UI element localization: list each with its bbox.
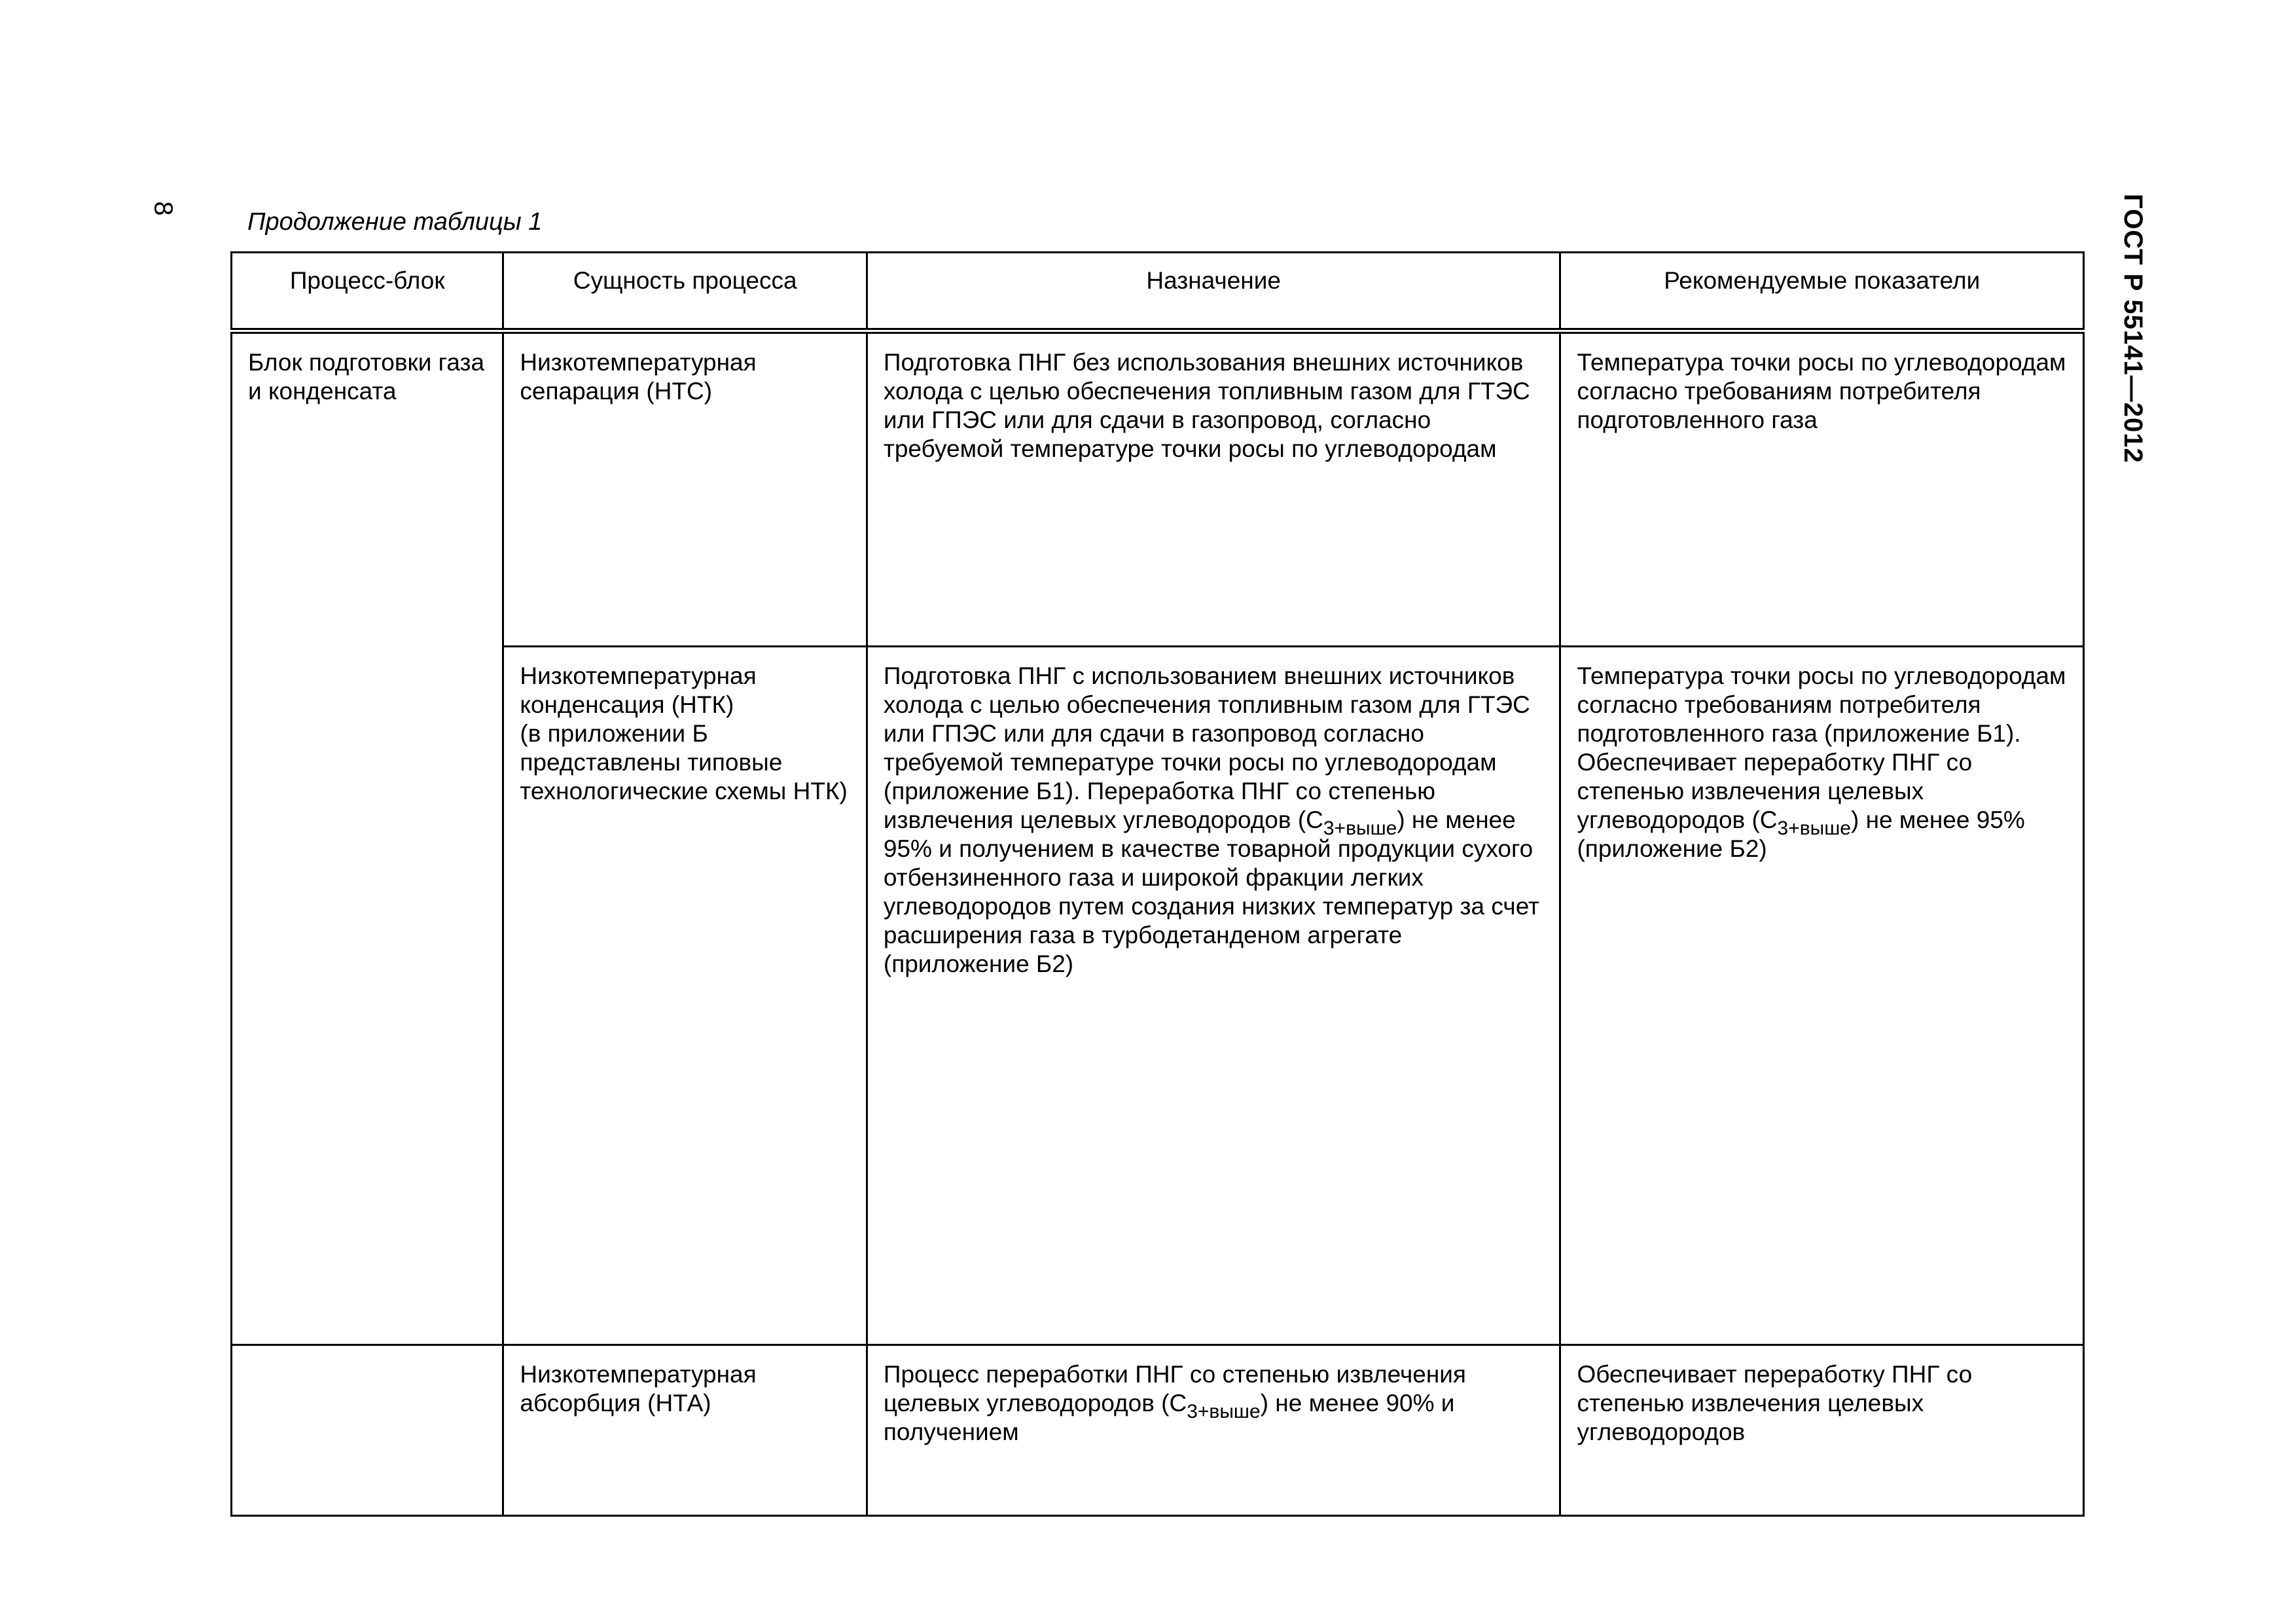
table-header-row <box>232 253 2084 331</box>
cell-indicators <box>1560 647 2084 1345</box>
purpose-text-end: ) не менее 95% и получением в качестве товарной продукции сухого отбензиненного газа и широкой фракции легких углеводородов путем создания низких температур за счет расширения газа в турбодетанденом агрегате (приложение Б2) <box>883 806 1540 977</box>
cell-indicators: Температура точки росы по углеводородам согласно требованиям потребителя подготовленного газа <box>1560 331 2084 647</box>
indicators-subscript: 3+выше <box>1777 818 1851 839</box>
page-number: 8 <box>149 201 178 216</box>
table-caption: Продолжение таблицы 1 <box>247 208 543 236</box>
table-row <box>232 647 2084 1345</box>
cell-indicators: Обеспечивает переработку ПНГ со степенью извлечения целевых углеводородов <box>1560 1345 2084 1516</box>
table-row <box>232 331 2084 647</box>
header-process-essence: Сущность процесса <box>503 253 867 331</box>
cell-block: Блок подготовки газа и конденсата <box>232 331 503 1345</box>
header-indicators: Рекомендуемые показатели <box>1560 253 2084 331</box>
purpose-subscript: 3+выше <box>1323 818 1397 839</box>
cell-process: Низкотемпературная сепарация (НТС) <box>503 331 867 647</box>
header-process-block: Процесс-блок <box>232 253 503 331</box>
cell-block <box>232 1345 503 1516</box>
cell-purpose <box>867 1345 1560 1516</box>
process-table <box>230 251 2085 1517</box>
table-row <box>232 1345 2084 1516</box>
purpose-subscript: 3+выше <box>1187 1401 1261 1422</box>
cell-process: Низкотемпературная конденсация (НТК) (в приложении Б представлены типовые технологические схемы НТК) <box>503 647 867 1345</box>
indicators-text-end: ) не менее 95% (приложение Б2) <box>1577 806 2025 862</box>
cell-purpose <box>867 647 1560 1345</box>
cell-process: Низкотемпературная абсорбция (НТА) <box>503 1345 867 1516</box>
indicators-text-start: Температура точки росы по углеводородам согласно требованиям потребителя подготовленного газа (приложение Б1). Обеспечивает переработку ПНГ со степенью извлечения целевых углеводородов (С <box>1577 662 2066 833</box>
header-purpose: Назначение <box>867 253 1560 331</box>
purpose-text-start: Процесс переработки ПНГ со степенью извлечения целевых углеводородов (С <box>883 1361 1466 1416</box>
purpose-text-end: ) не менее 90% и получением <box>883 1390 1455 1445</box>
standard-designation: ГОСТ Р 55141—2012 <box>2119 194 2147 463</box>
purpose-text-start: Подготовка ПНГ с использованием внешних источников холода с целью обеспечения топливным газом для ГТЭС или ГПЭС или для сдачи в газопровод согласно требуемой температуре точки росы по углеводородам (приложение Б1). Переработка ПНГ со степенью извлечения целевых углеводородов (С <box>883 662 1530 833</box>
cell-purpose: Подготовка ПНГ без использования внешних источников холода с целью обеспечения топливным газом для ГТЭС или ГПЭС или для сдачи в газопровод, согласно требуемой температуре точки росы по углеводородам <box>867 331 1560 647</box>
